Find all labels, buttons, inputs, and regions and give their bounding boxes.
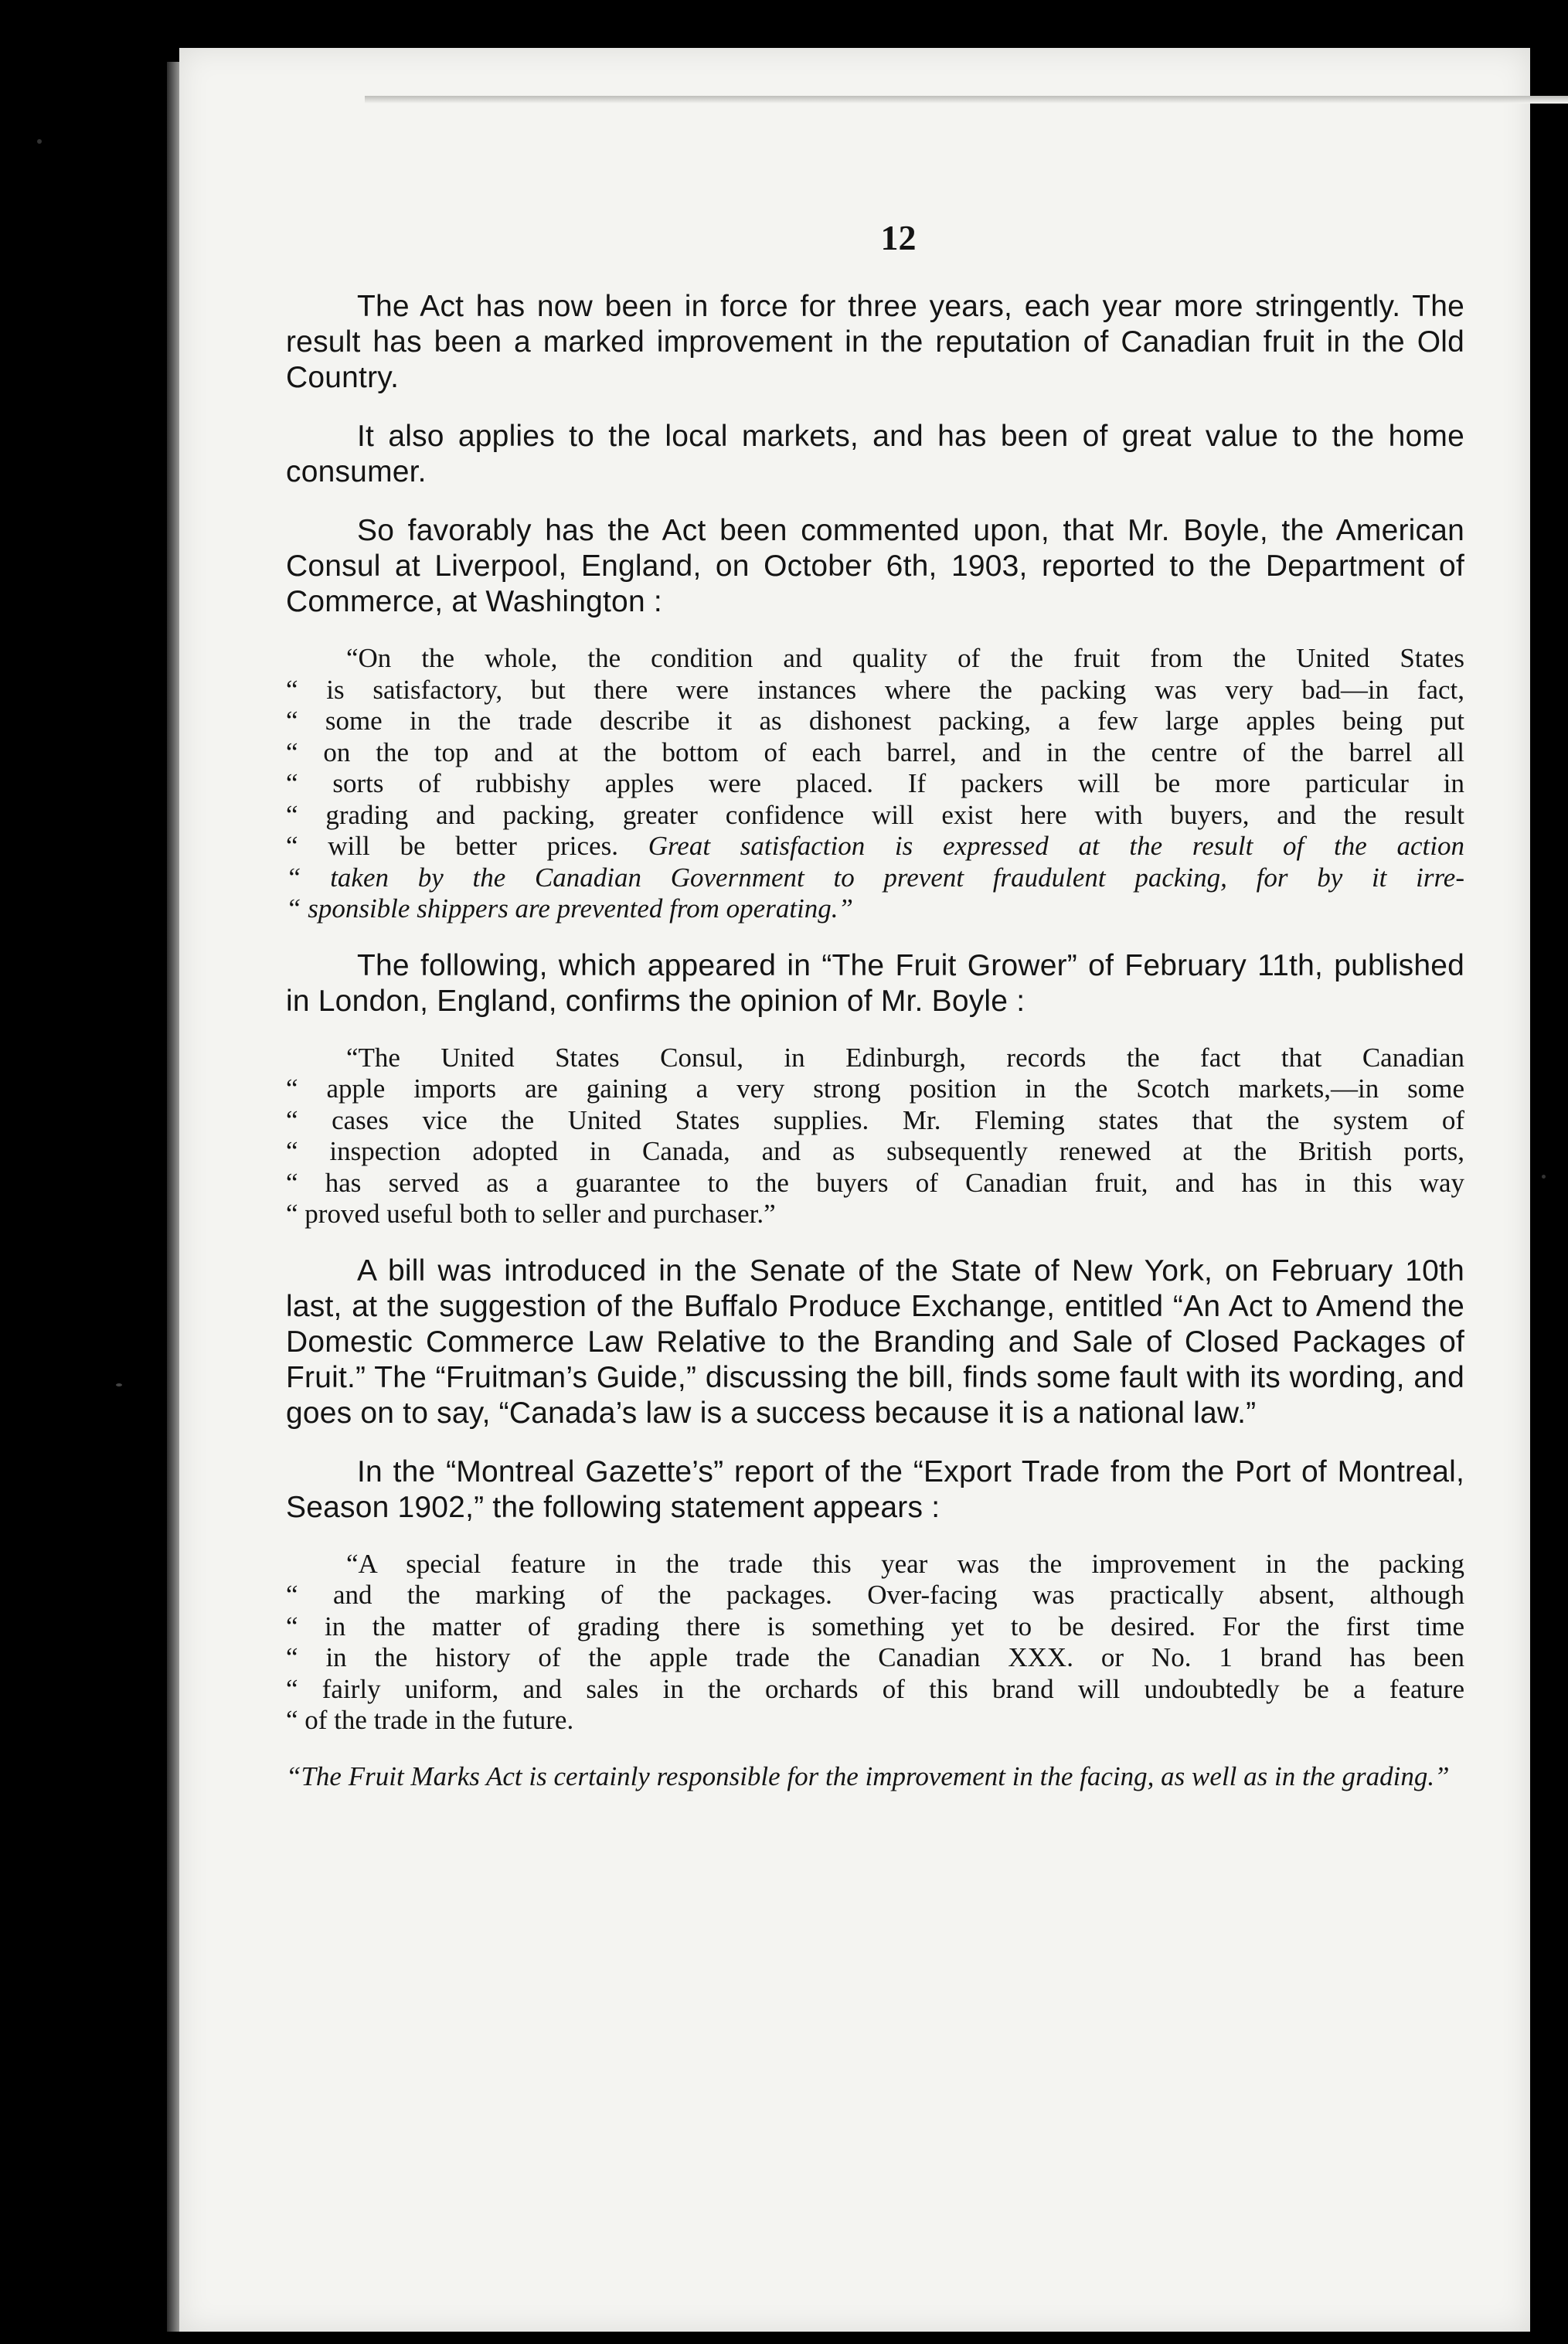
closing-statement: “The Fruit Marks Act is certainly responsible for the improvement in the facing, as well as in the grading.” <box>286 1761 1450 1791</box>
quote-line: “The United States Consul, in Edinburgh, records the fact that Canadian <box>346 1042 1464 1073</box>
quote-line: “ is satisfactory, but there were instances where the packing was very bad—in fact, <box>286 674 1464 705</box>
quote-line-mixed <box>286 831 1464 862</box>
quote-line: “ in the history of the apple trade the Canadian XXX. or No. 1 brand has been <box>286 1642 1464 1672</box>
quote-boyle <box>286 643 1464 925</box>
page-number: 12 <box>880 218 917 257</box>
quote-line: “ fairly uniform, and sales in the orchards of this brand will undoubtedly be a feature <box>286 1673 1464 1704</box>
paragraph-local-markets: It also applies to the local markets, and has been of great value to the home consumer. <box>286 420 1464 488</box>
quote-line-italic: “ taken by the Canadian Government to prevent fraudulent packing, for by it irre- <box>286 862 1464 893</box>
page-content <box>286 216 1464 1821</box>
paragraph-new-york-bill: A bill was introduced in the Senate of the State of New York, on February 10th last, at the suggestion of the Buffalo Produce Exchange, entitled “An Act to Amend the Domestic Commerce Law Relative to the Branding and Sale of Closed Packages of Fruit.” The “Fruitman’s Guide,” discussing the bill, finds some fault with its wording, and goes on to say, “Canada’s law is a success because it is a national law.” <box>286 1254 1464 1430</box>
quote-line: “On the whole, the condition and quality of the fruit from the United States <box>346 643 1464 673</box>
quote-line: “ of the trade in the future. <box>286 1705 574 1735</box>
quote-line-italic: “ sponsible shippers are prevented from operating.” <box>286 893 853 924</box>
quote-line: “ apple imports are gaining a very strong position in the Scotch markets,—in some <box>286 1073 1464 1104</box>
scan-speck <box>116 1383 122 1386</box>
quote-line: “A special feature in the trade this year was the improvement in the packing <box>346 1548 1464 1579</box>
quote-line: “ in the matter of grading there is something yet to be desired. For the first time <box>286 1611 1464 1641</box>
page-top-edge <box>365 96 1568 104</box>
quote-line: “ on the top and at the bottom of each barrel, and in the centre of the barrel all <box>286 737 1464 767</box>
quote-line: “ proved useful both to seller and purchaser.” <box>286 1199 776 1229</box>
quote-line: “ inspection adopted in Canada, and as subsequently renewed at the British ports, <box>286 1136 1464 1166</box>
paragraph-fruit-grower: The following, which appeared in “The Fruit Grower” of February 11th, published in London, England, confirms the opinion of Mr. Boyle : <box>286 948 1464 1018</box>
quote-line: “ sorts of rubbishy apples were placed. If packers will be more particular in <box>286 768 1464 798</box>
quote-line: “ some in the trade describe it as dishonest packing, a few large apples being put <box>286 706 1464 736</box>
quote-line-italic: Great satisfaction is expressed at the result of the action <box>648 831 1464 861</box>
quote-line: “ cases vice the United States supplies. Mr. Fleming states that the system of <box>286 1104 1464 1135</box>
quote-edinburgh-consul <box>286 1043 1464 1230</box>
paragraph-act-in-force: The Act has now been in force for three years, each year more stringently. The result has been a marked improvement in the reputation of Canadian fruit in the Old Country. <box>286 290 1464 394</box>
quote-export-trade <box>286 1549 1464 1737</box>
scan-speck <box>37 139 42 144</box>
paragraph-boyle-report: So favorably has the Act been commented upon, that Mr. Boyle, the American Consul at Liverpool, England, on October 6th, 1903, reported to the Department of Commerce, at Washington : <box>286 514 1464 618</box>
quote-line: “ grading and packing, greater confidence will exist here with buyers, and the result <box>286 799 1464 830</box>
quote-line: “ and the marking of the packages. Over-facing was practically absent, although <box>286 1580 1464 1610</box>
paragraph-montreal-gazette: In the “Montreal Gazette’s” report of the “Export Trade from the Port of Montreal, Season 1902,” the following statement appears : <box>286 1454 1464 1524</box>
quote-line-plain: “ will be better prices. <box>286 831 618 861</box>
quote-line: “ has served as a guarantee to the buyers of Canadian fruit, and has in this way <box>286 1167 1464 1198</box>
scan-speck <box>1542 1175 1546 1179</box>
